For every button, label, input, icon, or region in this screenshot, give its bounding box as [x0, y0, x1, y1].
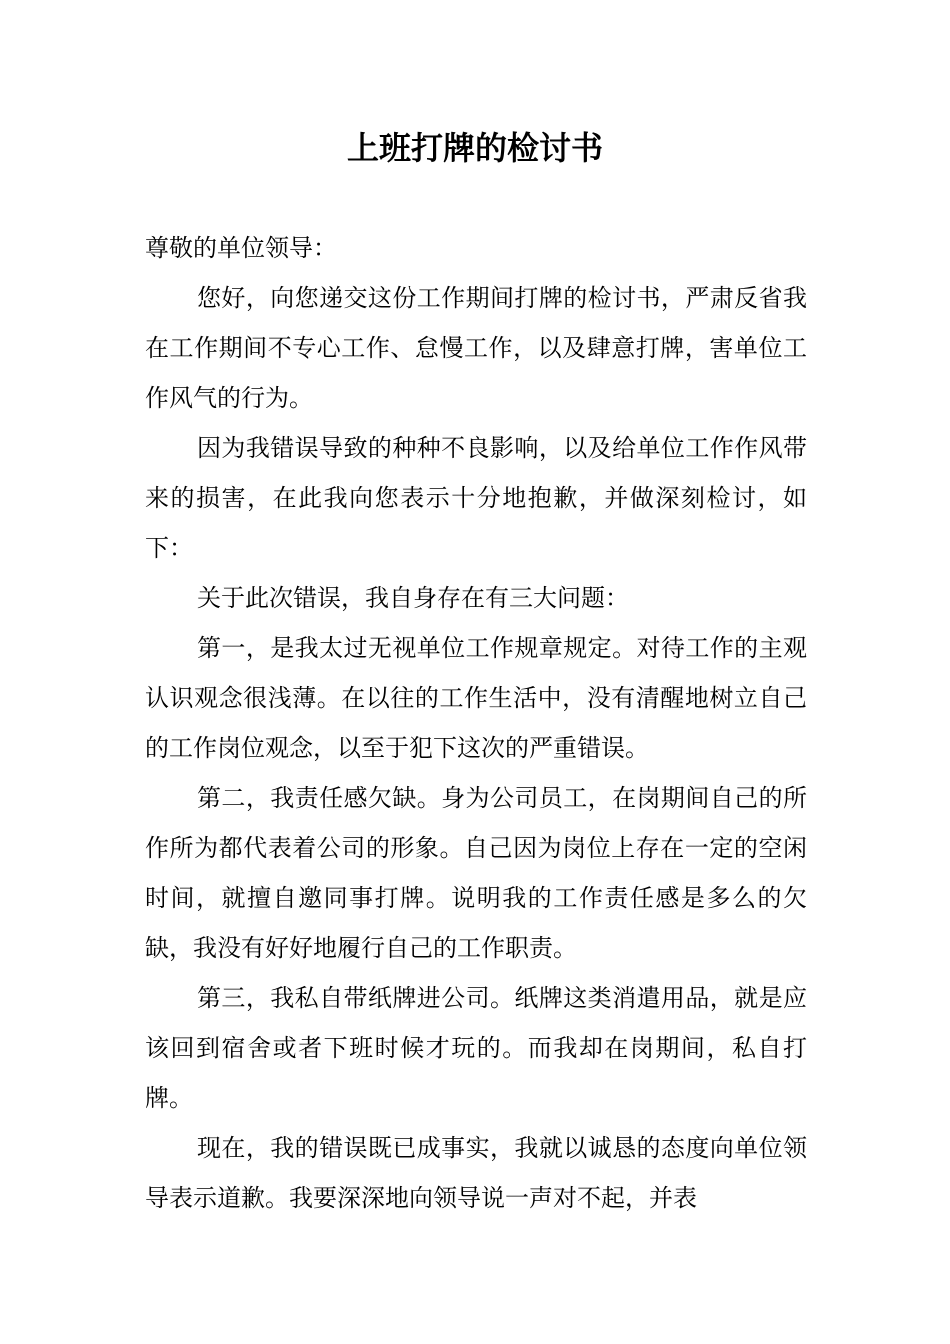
- paragraph-greeting: 您好，向您递交这份工作期间打牌的检讨书，严肃反省我在工作期间不专心工作、怠慢工作，以及肆意打牌，害单位工作风气的行为。: [145, 284, 807, 412]
- paragraph-apology: 因为我错误导致的种种不良影响，以及给单位工作作风带来的损害，在此我向您表示十分地抱歉，并做深刻检讨，如下：: [145, 434, 807, 562]
- paragraph-problem-two: 第二，我责任感欠缺。身为公司员工，在岗期间自己的所作所为都代表着公司的形象。自己因为岗位上存在一定的空闲时间，就擅自邀同事打牌。说明我的工作责任感是多么的欠缺，我没有好好地履行自己的工作职责。: [145, 784, 807, 962]
- document-title: 上班打牌的检讨书: [346, 129, 603, 167]
- paragraph-problem-three: 第三，我私自带纸牌进公司。纸牌这类消遣用品，就是应该回到宿舍或者下班时候才玩的。而我却在岗期间，私自打牌。: [145, 984, 807, 1112]
- salutation: 尊敬的单位领导：: [145, 234, 337, 262]
- document-body: [145, 223, 807, 1223]
- paragraph-conclusion: 现在，我的错误既已成事实，我就以诚恳的态度向单位领导表示道歉。我要深深地向领导说一声对不起，并表: [145, 1134, 807, 1212]
- paragraph-problems-intro: 关于此次错误，我自身存在有三大问题：: [197, 584, 629, 612]
- paragraph-problem-one: 第一，是我太过无视单位工作规章规定。对待工作的主观认识观念很浅薄。在以往的工作生活中，没有清醒地树立自己的工作岗位观念，以至于犯下这次的严重错误。: [145, 634, 807, 762]
